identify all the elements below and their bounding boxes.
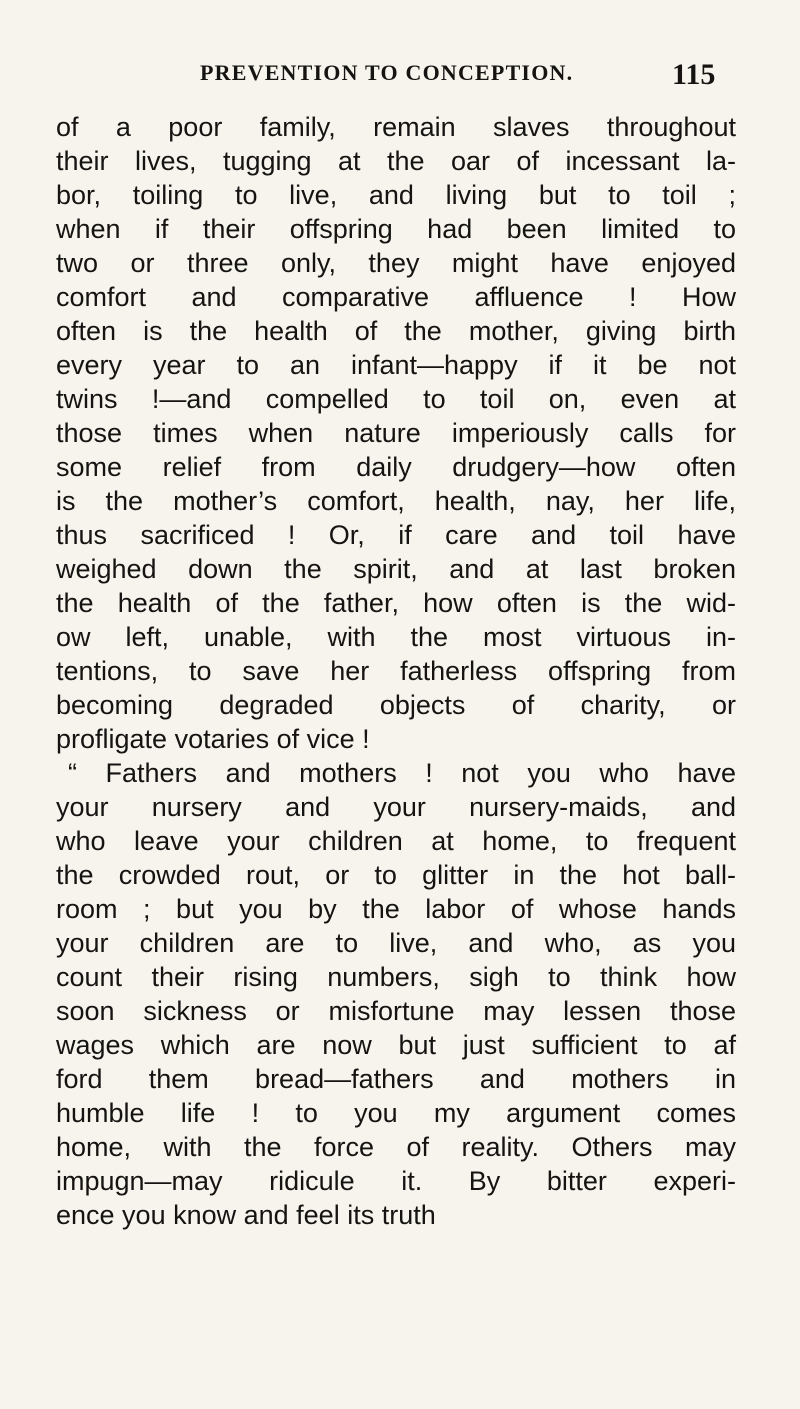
text-line: becoming degraded objects of charity, or [56,690,736,720]
running-head [0,60,800,100]
text-line: of a poor family, remain slaves throughout [56,112,736,142]
text-line: the crowded rout, or to glitter in the hot ball- [56,860,736,890]
text-line: those times when nature imperiously calls for [56,418,736,448]
text-line: ford them bread—fathers and mothers in [56,1064,736,1094]
text-line: when if their offspring had been limited to [56,214,736,244]
text-line: who leave your children at home, to frequent [56,826,736,856]
text-line: weighed down the spirit, and at last broken [56,554,736,584]
text-line: bor, toiling to live, and living but to toil ; [56,180,736,210]
text-line: thus sacrificed ! Or, if care and toil have [56,520,736,550]
text-line: tentions, to save her fatherless offspring from [56,656,736,686]
text-line: profligate votaries of vice ! [56,724,370,754]
text-line: your children are to live, and who, as you [56,928,736,958]
text-line: ence you know and feel its truth [56,1200,436,1230]
page-number: 115 [672,58,716,91]
text-line: often is the health of the mother, giving birth [56,316,736,346]
text-line: impugn—may ridicule it. By bitter experi- [56,1166,736,1196]
running-head-title: PREVENTION TO CONCEPTION. [200,60,574,85]
text-line: two or three only, they might have enjoyed [56,248,736,278]
text-line: count their rising numbers, sigh to think how [56,962,736,992]
text-line: your nursery and your nursery-maids, and [56,792,736,822]
text-line: the health of the father, how often is the wid- [56,588,736,618]
text-line: some relief from daily drudgery—how often [56,452,736,482]
text-line: humble life ! to you my argument comes [56,1098,736,1128]
text-line: home, with the force of reality. Others may [56,1132,736,1162]
text-line: their lives, tugging at the oar of incessant la- [56,146,736,176]
text-line: ow left, unable, with the most virtuous in- [56,622,736,652]
text-line: twins !—and compelled to toil on, even at [56,384,736,414]
text-line: comfort and comparative affluence ! How [56,282,736,312]
text-line: wages which are now but just sufficient to af [56,1030,736,1060]
text-line: room ; but you by the labor of whose hands [56,894,736,924]
text-line: is the mother’s comfort, health, nay, her life, [56,486,736,516]
text-line: soon sickness or misfortune may lessen those [56,996,736,1026]
text-line: “ Fathers and mothers ! not you who have [68,758,736,788]
text-line: every year to an infant—happy if it be not [56,350,736,380]
